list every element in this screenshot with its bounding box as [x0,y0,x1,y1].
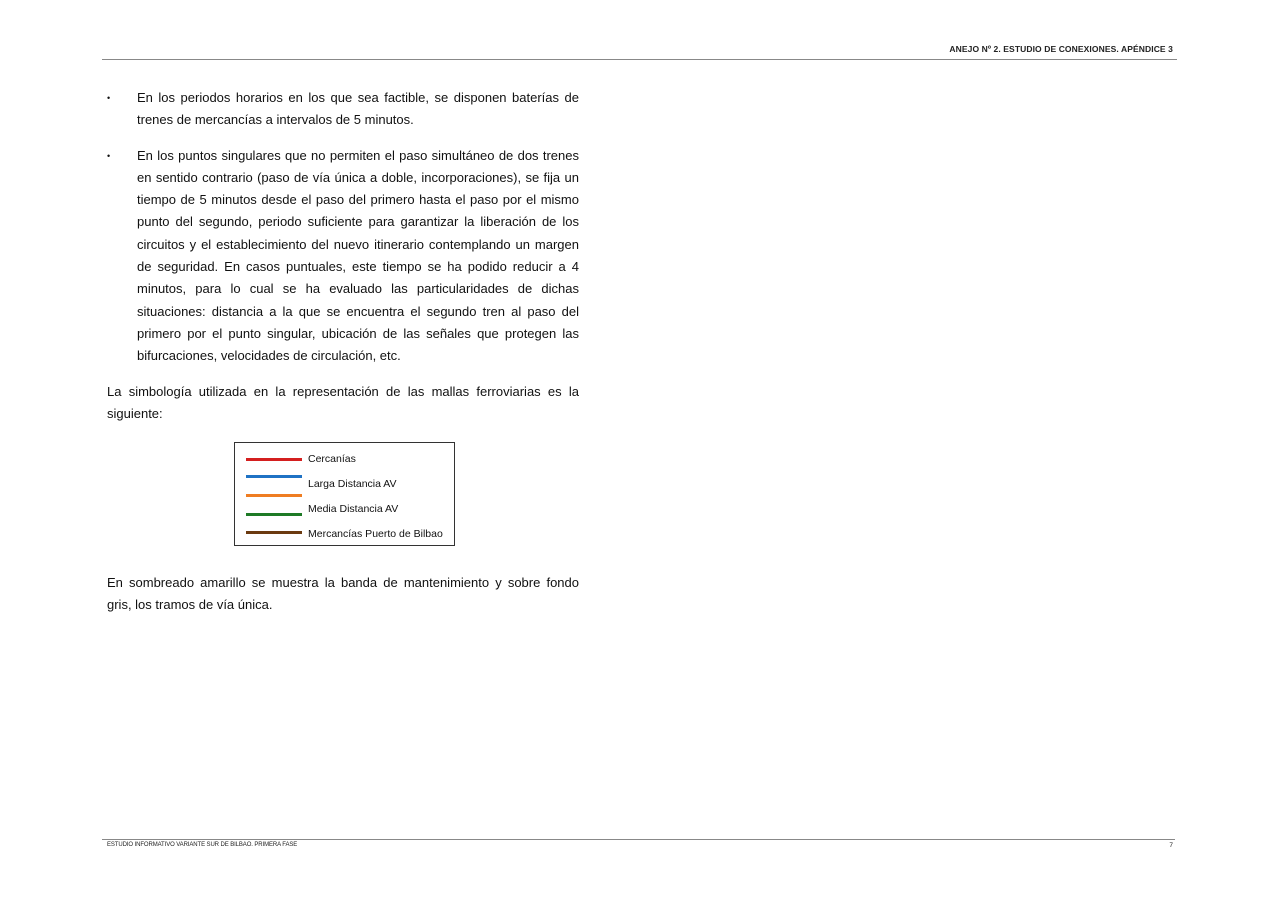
bullet-text: En los periodos horarios en los que sea factible, se disponen baterías de trenes de mercancías a intervalos de 5 minutos. [137,90,579,128]
legend-line-cercanias [246,458,302,461]
legend-label-mercancias: Mercancías Puerto de Bilbao [308,528,443,541]
bullet-marker: • [107,93,111,103]
legend-label-cercanias: Cercanías [308,453,356,466]
legend-label-media-distancia: Media Distancia AV [308,503,399,516]
closing-paragraph: En sombreado amarillo se muestra la banda de mantenimiento y sobre fondo gris, los tramos de vía única. [107,575,579,613]
legend-intro-paragraph: La simbología utilizada en la representación de las mallas ferroviarias es la siguiente: [107,383,579,421]
bullet-item [107,87,579,132]
footer-document-title: ESTUDIO INFORMATIVO VARIANTE SUR DE BILBAO. PRIMERA FASE [107,842,298,848]
legend-line-extra [246,531,302,534]
header-divider [102,59,1177,60]
railway-legend [234,442,455,546]
legend-line-mercancias [246,513,302,516]
legend-line-media-distancia [246,494,302,497]
bullet-marker: • [107,150,111,161]
page-number: 7 [1169,842,1173,849]
bullet-text: En los puntos singulares que no permiten el paso simultáneo de dos trenes en sentido contrario (paso de vía única a doble, incorporaciones), se fija un tiempo de 5 minutos desde el paso del primero hasta el paso por el mismo punto del segundo, periodo suficiente para garantizar la liberación de los circuitos y el establecimiento del nuevo itinerario contemplando un margen de seguridad. En casos puntuales, este tiempo se ha podido reducir a 4 minutos, para lo cual se ha evaluado las particularidades de dichas situaciones: distancia a la que se encuentra el segundo tren al paso del primero por el punto singular, ubicación de las señales que protegen las bifurcaciones, velocidades de circulación, etc. [137,147,579,364]
main-content [107,87,579,617]
bullet-item [107,145,579,368]
document-header-title: ANEJO Nº 2. ESTUDIO DE CONEXIONES. APÉNDICE 3 [949,44,1173,54]
legend-label-larga-distancia: Larga Distancia AV [308,478,397,491]
legend-line-larga-distancia [246,475,302,478]
footer-divider [102,839,1175,840]
